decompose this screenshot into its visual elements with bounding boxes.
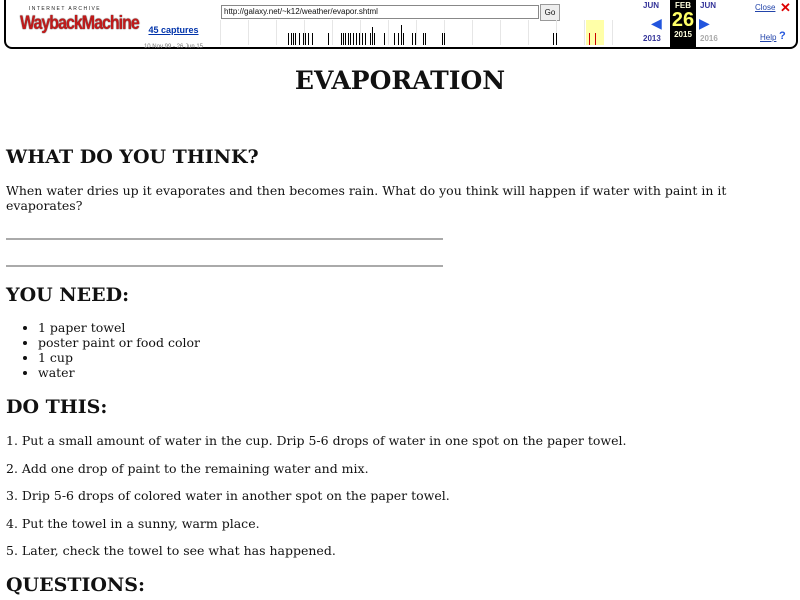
logo-top-text: INTERNET ARCHIVE xyxy=(28,6,102,12)
capture-tick[interactable] xyxy=(343,33,344,45)
timeline-year-divider xyxy=(584,20,585,45)
need-heading: YOU NEED: xyxy=(6,284,130,306)
list-item: • 1 paper towel xyxy=(38,320,200,335)
step: 1. Put a small amount of water in the cup. Drip 5-6 drops of water in one spot on the paper towel. xyxy=(6,433,627,448)
questions-heading: QUESTIONS: xyxy=(6,574,146,596)
capture-tick-current-year[interactable] xyxy=(589,33,590,45)
capture-tick[interactable] xyxy=(328,33,329,45)
timeline-year-divider xyxy=(416,20,417,45)
url-input[interactable]: http://galaxy.net/~k12/weather/evapor.shtml xyxy=(221,5,539,19)
next-arrow-icon[interactable]: ▶ xyxy=(699,15,710,31)
capture-tick[interactable] xyxy=(293,33,294,45)
timeline-year-divider xyxy=(360,20,361,45)
list-item: • water xyxy=(38,365,200,380)
step: 4. Put the towel in a sunny, warm place. xyxy=(6,516,260,531)
capture-tick[interactable] xyxy=(412,33,413,45)
current-month: FEB xyxy=(675,1,691,10)
capture-tick[interactable] xyxy=(299,33,300,45)
capture-tick[interactable] xyxy=(553,33,554,45)
timeline-year-divider xyxy=(332,20,333,45)
capture-tick[interactable] xyxy=(365,33,366,45)
think-heading: WHAT DO YOU THINK? xyxy=(6,146,259,168)
capture-tick[interactable] xyxy=(423,33,424,45)
capture-tick[interactable] xyxy=(401,25,402,45)
current-date xyxy=(670,0,696,47)
step: 5. Later, check the towel to see what has happened. xyxy=(6,543,336,558)
answer-line-1 xyxy=(6,238,443,240)
help-icon[interactable]: ? xyxy=(779,30,786,42)
capture-tick[interactable] xyxy=(348,33,349,45)
answer-line-2 xyxy=(6,265,443,267)
next-year: 2016 xyxy=(700,34,718,43)
capture-tick[interactable] xyxy=(295,33,296,45)
page-title: EVAPORATION xyxy=(294,66,506,95)
capture-tick[interactable] xyxy=(425,33,426,45)
list-item: • 1 cup xyxy=(38,350,200,365)
logo-main-text: WaybackMachine xyxy=(20,13,139,34)
capture-tick[interactable] xyxy=(384,33,385,45)
capture-tick-current-year[interactable] xyxy=(595,33,596,45)
help-link[interactable]: Help xyxy=(760,33,777,42)
capture-tick[interactable] xyxy=(353,33,354,45)
need-list xyxy=(6,320,200,380)
timeline-year-divider xyxy=(220,20,221,45)
current-day: 26 xyxy=(671,9,695,31)
capture-tick[interactable] xyxy=(305,33,306,45)
close-icon[interactable]: ✕ xyxy=(780,0,791,15)
list-item: • poster paint or food color xyxy=(38,335,200,350)
capture-tick[interactable] xyxy=(556,33,557,45)
go-button[interactable]: Go xyxy=(540,4,560,21)
capture-tick[interactable] xyxy=(444,33,445,45)
wayback-toolbar xyxy=(4,0,798,49)
wayback-logo[interactable] xyxy=(20,6,139,34)
timeline-year-divider xyxy=(528,20,529,45)
prev-arrow-icon[interactable]: ◀ xyxy=(651,15,662,31)
capture-tick[interactable] xyxy=(341,33,342,45)
capture-tick[interactable] xyxy=(350,33,351,45)
timeline-year-divider xyxy=(612,20,613,45)
close-link[interactable]: Close xyxy=(755,3,776,12)
step: 2. Add one drop of paint to the remaining water and mix. xyxy=(6,461,369,476)
capture-tick[interactable] xyxy=(288,33,289,45)
capture-tick[interactable] xyxy=(394,33,395,45)
capture-tick[interactable] xyxy=(356,33,357,45)
capture-tick[interactable] xyxy=(362,33,363,45)
prev-month[interactable]: JUN xyxy=(643,1,660,10)
prev-year[interactable]: 2013 xyxy=(643,34,661,43)
capture-tick[interactable] xyxy=(442,33,443,45)
step: 3. Drip 5-6 drops of colored water in another spot on the paper towel. xyxy=(6,488,450,503)
capture-tick[interactable] xyxy=(374,33,375,45)
capture-range: 10 Nov 99 - 26 Jun 15 xyxy=(143,44,204,50)
capture-tick[interactable] xyxy=(308,33,309,45)
current-year: 2015 xyxy=(674,30,692,39)
next-month[interactable]: JUN xyxy=(700,1,717,10)
timeline-year-divider xyxy=(248,20,249,45)
capture-tick[interactable] xyxy=(291,33,292,45)
capture-tick[interactable] xyxy=(398,33,399,45)
capture-tick[interactable] xyxy=(345,33,346,45)
capture-tick[interactable] xyxy=(303,33,304,45)
timeline-year-divider xyxy=(500,20,501,45)
capture-tick[interactable] xyxy=(403,33,404,45)
capture-tick[interactable] xyxy=(415,33,416,45)
capture-tick[interactable] xyxy=(312,33,313,45)
timeline-year-divider xyxy=(472,20,473,45)
do-heading: DO THIS: xyxy=(6,396,108,418)
capture-tick[interactable] xyxy=(370,33,371,45)
captures-link[interactable]: 45 captures xyxy=(148,25,199,35)
capture-tick[interactable] xyxy=(372,27,373,45)
timeline-year-divider xyxy=(276,20,277,45)
capture-timeline[interactable] xyxy=(216,20,640,45)
think-text: When water dries up it evaporates and then becomes rain. What do you think will happen if water with paint in it evaporates? xyxy=(6,183,727,213)
capture-tick[interactable] xyxy=(359,33,360,45)
timeline-year-divider xyxy=(388,20,389,45)
